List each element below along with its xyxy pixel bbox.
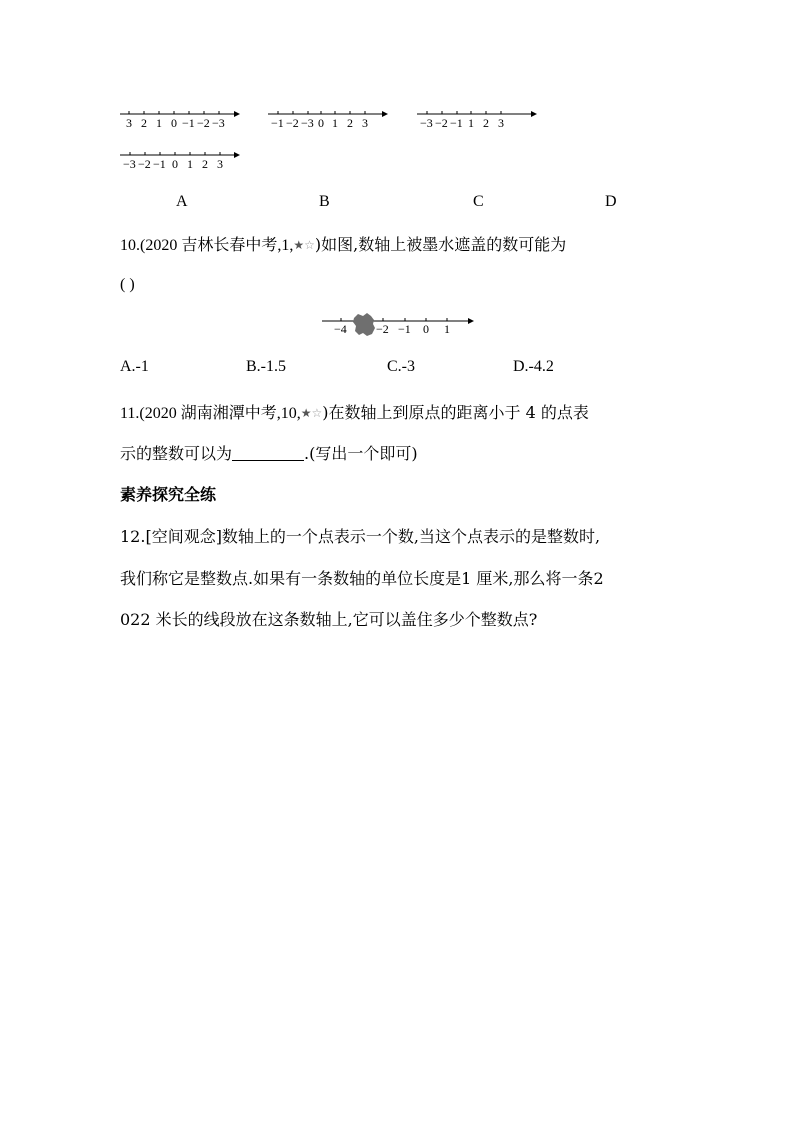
q10-option-b: B.-1.5 xyxy=(246,358,286,375)
number-line-d xyxy=(120,149,242,175)
number-line-b xyxy=(268,108,390,134)
tick-label: 2 xyxy=(483,116,489,130)
q10-prefix: 10.(2020 吉林长春中考,1, xyxy=(120,237,294,254)
q10-text xyxy=(120,232,566,255)
tick-label: −2 xyxy=(197,116,210,130)
q10-number-line xyxy=(322,312,478,340)
section-heading: 素养探究全练 xyxy=(120,485,217,504)
tick-label: 1 xyxy=(468,116,474,130)
tick-label: 3 xyxy=(126,116,132,130)
tick-label: −3 xyxy=(301,116,314,130)
q11-text-line2 xyxy=(120,441,418,464)
tick-label: −3 xyxy=(123,157,136,171)
q12-line2: 我们称它是整数点.如果有一条数轴的单位长度是1 厘米,那么将一条2 xyxy=(120,569,604,588)
tick-label: −1 xyxy=(153,157,166,171)
tick-label: 3 xyxy=(498,116,504,130)
tick-label: 0 xyxy=(171,116,177,130)
tick-label: 2 xyxy=(347,116,353,130)
q11-prefix: 11.(2020 湖南湘潭中考,10, xyxy=(120,405,301,422)
tick-label: −3 xyxy=(212,116,225,130)
q12-line3: 022 米长的线段放在这条数轴上,它可以盖住多少个整数点? xyxy=(120,610,538,629)
tick-label: −1 xyxy=(398,322,411,336)
tick-label: −1 xyxy=(450,116,463,130)
tick-label: 0 xyxy=(172,157,178,171)
tick-label: −2 xyxy=(286,116,299,130)
tick-label: 3 xyxy=(217,157,223,171)
q11-line2-pre: 示的整数可以为 xyxy=(120,444,233,463)
q12-line1: 12.[空间观念]数轴上的一个点表示一个数,当这个点表示的是整数时, xyxy=(120,527,601,546)
ink-blot xyxy=(353,313,375,336)
tick-label: −3 xyxy=(420,116,433,130)
q11-text-line1 xyxy=(120,400,589,423)
tick-label: 1 xyxy=(187,157,193,171)
tick-label: −2 xyxy=(435,116,448,130)
tick-label: 1 xyxy=(444,322,450,336)
tick-label: 0 xyxy=(318,116,324,130)
q10-suffix: )如图,数轴上被墨水遮盖的数可能为 xyxy=(314,235,567,254)
tick-label: 0 xyxy=(423,322,429,336)
number-line-c xyxy=(417,108,539,134)
q10-option-a: A.-1 xyxy=(120,358,149,375)
difficulty-star-icon: ★☆ xyxy=(300,406,323,420)
tick-label: 1 xyxy=(156,116,162,130)
option-letter-b: B xyxy=(319,193,330,210)
q11-line2-post: .(写出一个即可) xyxy=(304,444,418,463)
number-line-a xyxy=(120,108,242,134)
tick-label: 1 xyxy=(332,116,338,130)
q10-answer-paren: ( ) xyxy=(120,276,135,293)
tick-label: −1 xyxy=(182,116,195,130)
option-letter-d: D xyxy=(605,193,617,210)
option-letter-c: C xyxy=(473,193,484,210)
q11-suffix: )在数轴上到原点的距离小于 4 的点表 xyxy=(322,403,589,422)
difficulty-star-icon: ★☆ xyxy=(293,238,315,252)
tick-label: −4 xyxy=(334,322,347,336)
q10-option-c: C.-3 xyxy=(387,358,415,375)
tick-label: −1 xyxy=(271,116,284,130)
tick-label: 3 xyxy=(362,116,368,130)
tick-label: −2 xyxy=(376,322,389,336)
q11-answer-blank[interactable] xyxy=(232,444,304,461)
tick-label: −2 xyxy=(138,157,151,171)
q10-option-d: D.-4.2 xyxy=(513,358,554,375)
tick-label: 2 xyxy=(202,157,208,171)
tick-label: 2 xyxy=(141,116,147,130)
option-letter-a: A xyxy=(176,193,188,210)
